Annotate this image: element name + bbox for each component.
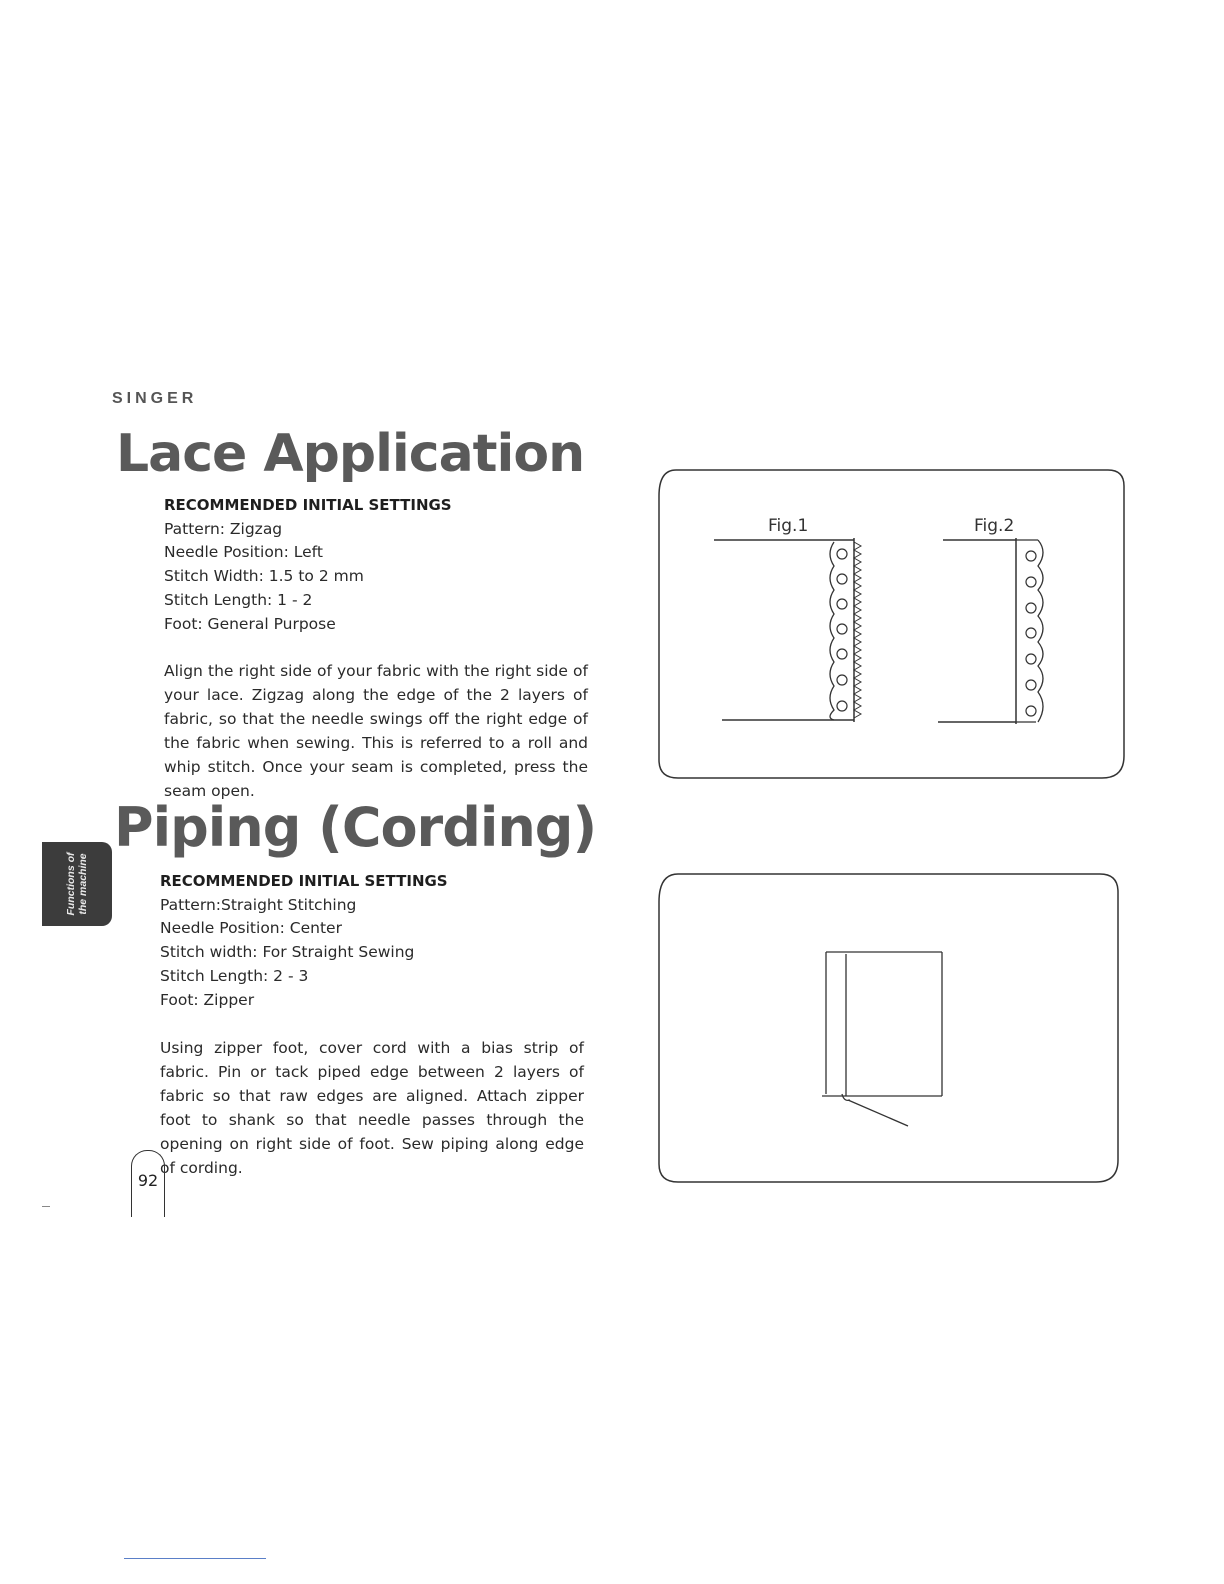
scan-mark [42,1206,50,1207]
lace-diagram [656,468,1128,780]
page-number-badge [131,1150,165,1217]
section-tab-line1: Functions of [65,852,77,916]
piping-diagram [656,872,1122,1186]
section-tab-line2: the machine [77,853,89,915]
piping-setting-foot: Foot: Zipper [160,990,255,1009]
fig1-fabric [714,538,861,722]
lace-settings-heading: RECOMMENDED INITIAL SETTINGS [164,496,452,514]
piping-settings-list [160,870,448,1012]
piping-setting-stitch-width: Stitch width: For Straight Sewing [160,943,415,962]
fig1-label: Fig.1 [768,516,809,536]
lace-instructions: Align the right side of your fabric with the right side of your lace. Zigzag along the edge of the 2 layers of fabric, so that the needle swings off the right edge of the fabric when sewing. This is referred to a roll and whip stitch. Once your seam is completed, press the seam open. [164,662,588,800]
piping-setting-pattern: Pattern:Straight Stitching [160,895,357,914]
section-tab-label [65,853,89,916]
lace-setting-needle-position: Needle Position: Left [164,543,323,562]
piping-fabric [822,952,942,1126]
section-tab [42,842,112,926]
lace-setting-foot: Foot: General Purpose [164,614,336,633]
piping-figure-box [656,872,1122,1186]
lace-setting-pattern: Pattern: Zigzag [164,519,283,538]
lace-settings-list [164,494,452,636]
page-number: 92 [137,1171,159,1190]
piping-setting-stitch-length: Stitch Length: 2 - 3 [160,966,309,985]
lace-figure-box [656,468,1128,780]
piping-settings-heading: RECOMMENDED INITIAL SETTINGS [160,872,448,890]
fig2-fabric [938,538,1043,724]
piping-cording-title: Piping (Cording) [114,796,597,859]
bottom-rule [124,1558,266,1559]
lace-setting-stitch-width: Stitch Width: 1.5 to 2 mm [164,567,364,586]
piping-instructions: Using zipper foot, cover cord with a bias strip of fabric. Pin or tack piped edge between 2 layers of fabric so that raw edges are aligned. Attach zipper foot to shank so that needle passes through the opening on right side of foot. Sew piping along edge of cording. [160,1039,584,1177]
fig2-label: Fig.2 [974,516,1015,536]
brand-logo: SINGER [112,390,198,407]
piping-setting-needle-position: Needle Position: Center [160,919,342,938]
lace-application-title: Lace Application [116,424,585,484]
lace-setting-stitch-length: Stitch Length: 1 - 2 [164,590,313,609]
